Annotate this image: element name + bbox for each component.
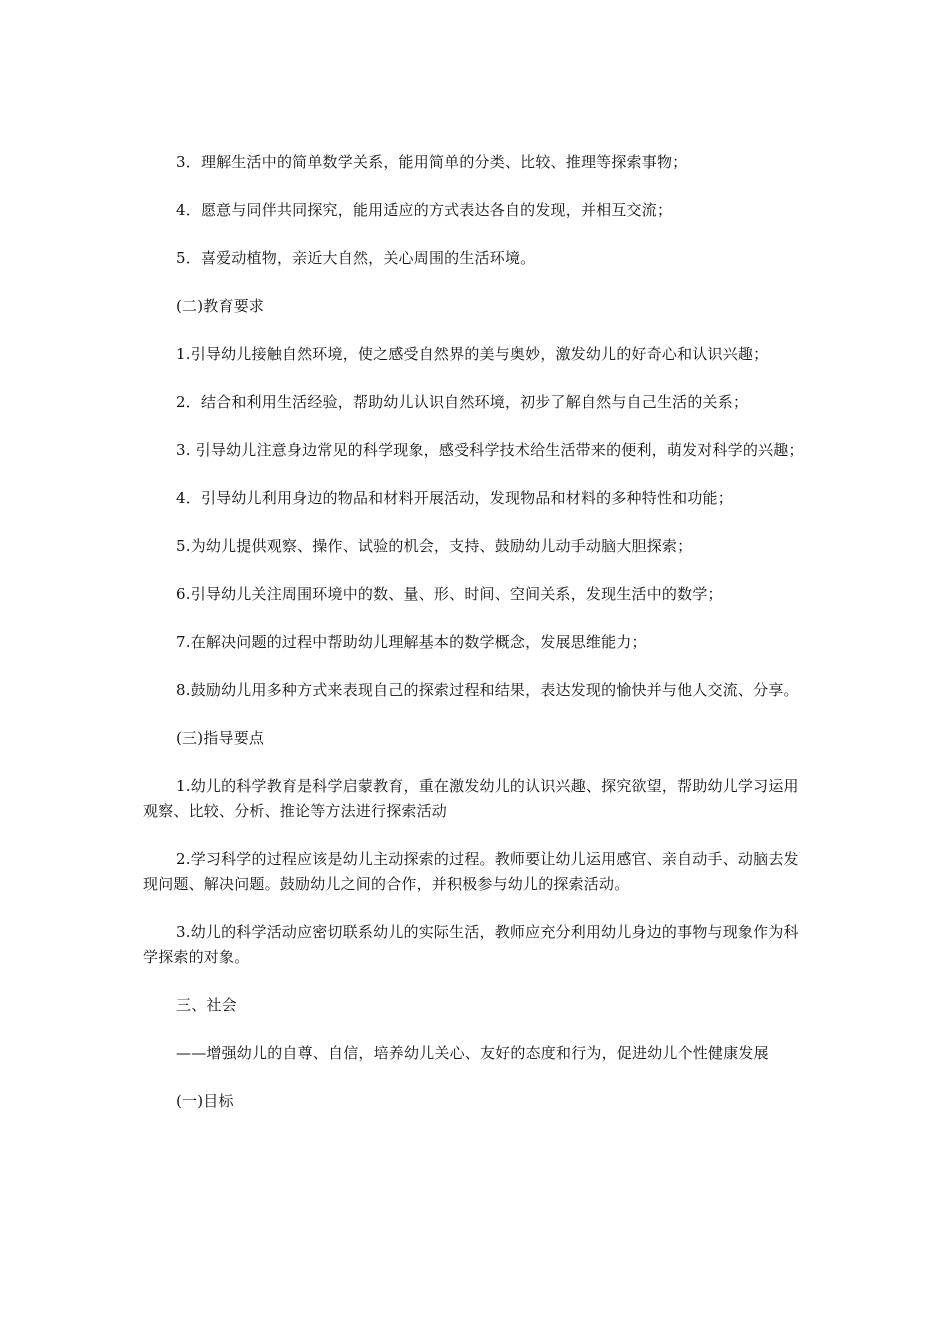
paragraph-guidance-3: 3.幼儿的科学活动应密切联系幼儿的实际生活，教师应充分利用幼儿身边的事物与现象作为科学探索的对象。 [143, 923, 799, 966]
paragraph-goal-4: 4．愿意与同伴共同探究，能用适应的方式表达各自的发现，并相互交流； [176, 201, 673, 219]
section-heading-society: 三、社会 [176, 996, 237, 1014]
paragraph-requirement-3: 3. 引导幼儿注意身边常见的科学现象，感受科学技术给生活带来的便利，萌发对科学的兴趣； [176, 441, 804, 459]
paragraph-requirement-4: 4．引导幼儿利用身边的物品和材料开展活动，发现物品和材料的多种特性和功能； [176, 489, 733, 507]
document-body [143, 150, 811, 1137]
paragraph-requirement-7: 7.在解决问题的过程中帮助幼儿理解基本的数学概念，发展思维能力； [176, 633, 647, 651]
paragraph-requirement-6: 6.引导幼儿关注周围环境中的数、量、形、时间、空间关系，发现生活中的数学； [176, 585, 723, 603]
paragraph-guidance-1: 1.幼儿的科学教育是科学启蒙教育，重在激发幼儿的认识兴趣、探究欲望，帮助幼儿学习运用观察、比较、分析、推论等方法进行探索活动 [143, 777, 799, 820]
paragraph-requirement-8: 8.鼓励幼儿用多种方式来表现自己的探索过程和结果，表达发现的愉快并与他人交流、分享。 [176, 681, 799, 699]
paragraph-society-summary: ——增强幼儿的自尊、自信，培养幼儿关心、友好的态度和行为，促进幼儿个性健康发展 [176, 1044, 769, 1062]
paragraph-guidance-2: 2.学习科学的过程应该是幼儿主动探索的过程。教师要让幼儿运用感官、亲自动手、动脑去发现问题、解决问题。鼓励幼儿之间的合作，并积极参与幼儿的探索活动。 [143, 850, 799, 893]
section-heading-guidance-points: (三)指导要点 [176, 729, 265, 747]
paragraph-requirement-5: 5.为幼儿提供观察、操作、试验的机会，支持、鼓励幼儿动手动脑大胆探索； [176, 537, 693, 555]
paragraph-requirement-1: 1.引导幼儿接触自然环境，使之感受自然界的美与奥妙，激发幼儿的好奇心和认识兴趣； [176, 345, 769, 363]
paragraph-goal-3: 3．理解生活中的简单数学关系，能用简单的分类、比较、推理等探索事物； [176, 153, 688, 171]
section-heading-education-requirements: (二)教育要求 [176, 297, 265, 315]
paragraph-goal-5: 5．喜爱动植物，亲近大自然，关心周围的生活环境。 [176, 249, 536, 267]
section-heading-goals: (一)目标 [176, 1092, 234, 1110]
paragraph-requirement-2: 2．结合和利用生活经验，帮助幼儿认识自然环境，初步了解自然与自己生活的关系； [176, 393, 749, 411]
